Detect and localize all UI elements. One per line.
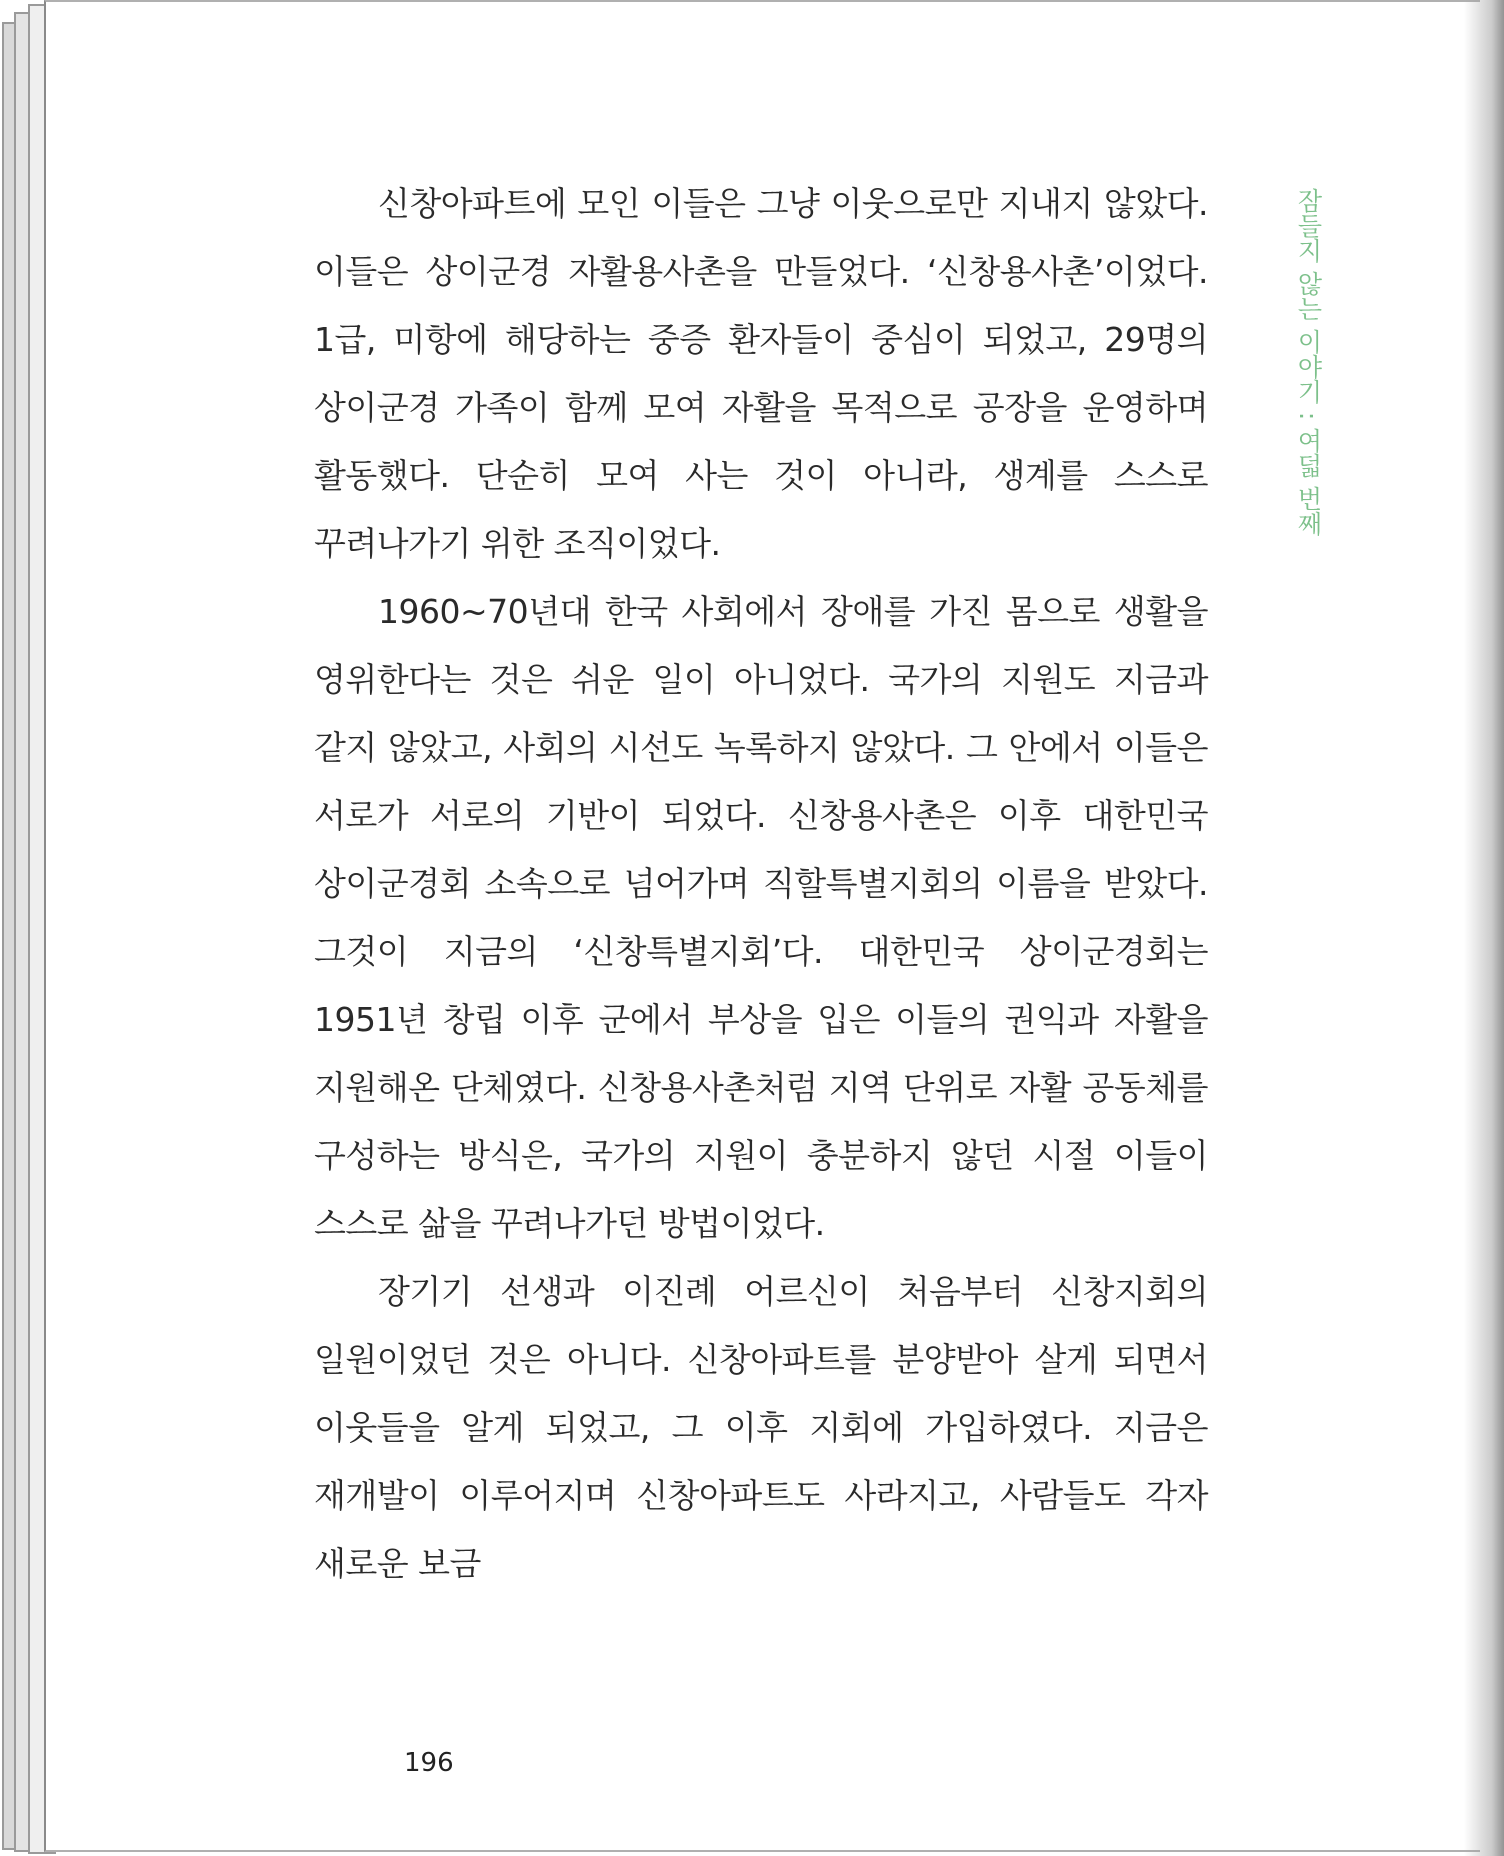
running-header: 잠들지 않는 이야기 : 여덟 번째 [1294,188,1323,537]
page-edge-shadow [1464,0,1504,1856]
page-number: 196 [404,1748,454,1778]
paragraph: 신창아파트에 모인 이들은 그냥 이웃으로만 지내지 않았다. 이들은 상이군경 자활용사촌을 만들었다. ‘신창용사촌’이었다. 1급, 미항에 해당하는 중증 환자들이 중심이 되었고, 29명의 상이군경 가족이 함께 모여 자활을 목적으로 공장을 운영하며 활동했다. 단순히 모여 사는 것이 아니라, 생계를 스스로 꾸려나가기 위한 조직이었다. [314,184,1208,563]
paragraph: 장기기 선생과 이진례 어르신이 처음부터 신창지회의 일원이었던 것은 아니다. 신창아파트를 분양받아 살게 되면서 이웃들을 알게 되었고, 그 이후 지회에 가입하였다. 지금은 재개발이 이루어지며 신창아파트도 사라지고, 사람들도 각자 새로운 보금 [314,1272,1208,1583]
body-text [314,170,1208,1598]
page [44,0,1480,1852]
paragraph: 1960~70년대 한국 사회에서 장애를 가진 몸으로 생활을 영위한다는 것은 쉬운 일이 아니었다. 국가의 지원도 지금과 같지 않았고, 사회의 시선도 녹록하지 않았다. 그 안에서 이들은 서로가 서로의 기반이 되었다. 신창용사촌은 이후 대한민국 상이군경회 소속으로 넘어가며 직할특별지회의 이름을 받았다. 그것이 지금의 ‘신창특별지회’다. 대한민국 상이군경회는 1951년 창립 이후 군에서 부상을 입은 이들의 권익과 자활을 지원해온 단체였다. 신창용사촌처럼 지역 단위로 자활 공동체를 구성하는 방식은, 국가의 지원이 충분하지 않던 시절 이들이 스스로 삶을 꾸려나가던 방법이었다. [314,592,1208,1243]
